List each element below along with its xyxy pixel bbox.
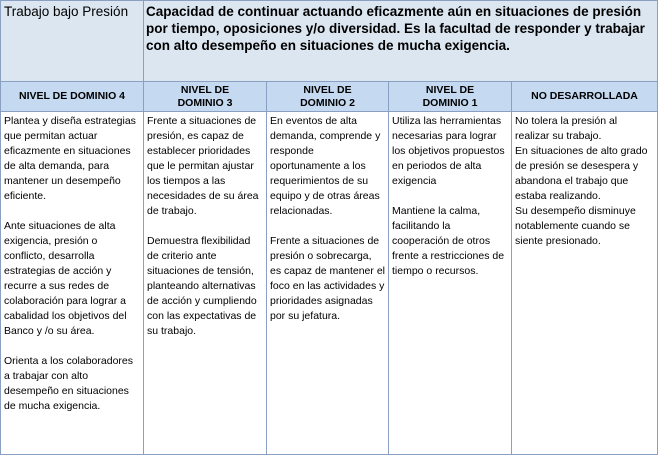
level-description-1: Utiliza las herramientas necesarias para lograr los objetivos propuestos en periodos de alta exigencia Mantiene la calma, facilitando la cooperación de otros frente a restricciones de tiempo o recursos. — [389, 112, 512, 455]
level-header-2: NIVEL DE DOMINIO 2 — [267, 82, 389, 112]
level-description-not-developed: No tolera la presión al realizar su trabajo. En situaciones de alto grado de presión se desespera y abandona el trabajo que estaba realizando. Su desempeño disminuye notablemente cuando se siente presionado. — [512, 112, 658, 455]
level-header-row — [1, 82, 658, 112]
level-description-2: En eventos de alta demanda, comprende y responde oportunamente a los requerimientos de su equipo y de otras áreas relacionadas. Frente a situaciones de presión o sobrecarga, es capaz de mantener el foco en las actividades y prioridades asignadas por su jefatura. — [267, 112, 389, 455]
level-header-not-developed: NO DESARROLLADA — [512, 82, 658, 112]
level-description-row — [1, 112, 658, 455]
level-description-3: Frente a situaciones de presión, es capaz de establecer prioridades que le permitan ajustar los tiempos a las necesidades de su área de trabajo. Demuestra flexibilidad de criterio ante situaciones de tensión, planteando alternativas de acción y cumpliendo con las expectativas de su trabajo. — [144, 112, 267, 455]
level-header-3: NIVEL DE DOMINIO 3 — [144, 82, 267, 112]
level-description-4: Plantea y diseña estrategias que permitan actuar eficazmente en situaciones de alta demanda, para mantener un desempeño eficiente. Ante situaciones de alta exigencia, presión o conflicto, desarrolla estrategias de acción y recurre a sus redes de colaboración para lograr a cabalidad los objetivos del Banco y /o su área. Orienta a los colaboradores a trabajar con alto desempeño en situaciones de mucha exigencia. — [1, 112, 144, 455]
competency-row — [1, 1, 658, 82]
level-header-1: NIVEL DE DOMINIO 1 — [389, 82, 512, 112]
competency-description: Capacidad de continuar actuando eficazmente aún en situaciones de presión por tiempo, oposiciones y/o diversidad. Es la facultad de responder y trabajar con alto desempeño en situaciones de mucha exigencia. — [144, 1, 658, 82]
competency-title: Trabajo bajo Presión — [1, 1, 144, 82]
level-header-4: NIVEL DE DOMINIO 4 — [1, 82, 144, 112]
